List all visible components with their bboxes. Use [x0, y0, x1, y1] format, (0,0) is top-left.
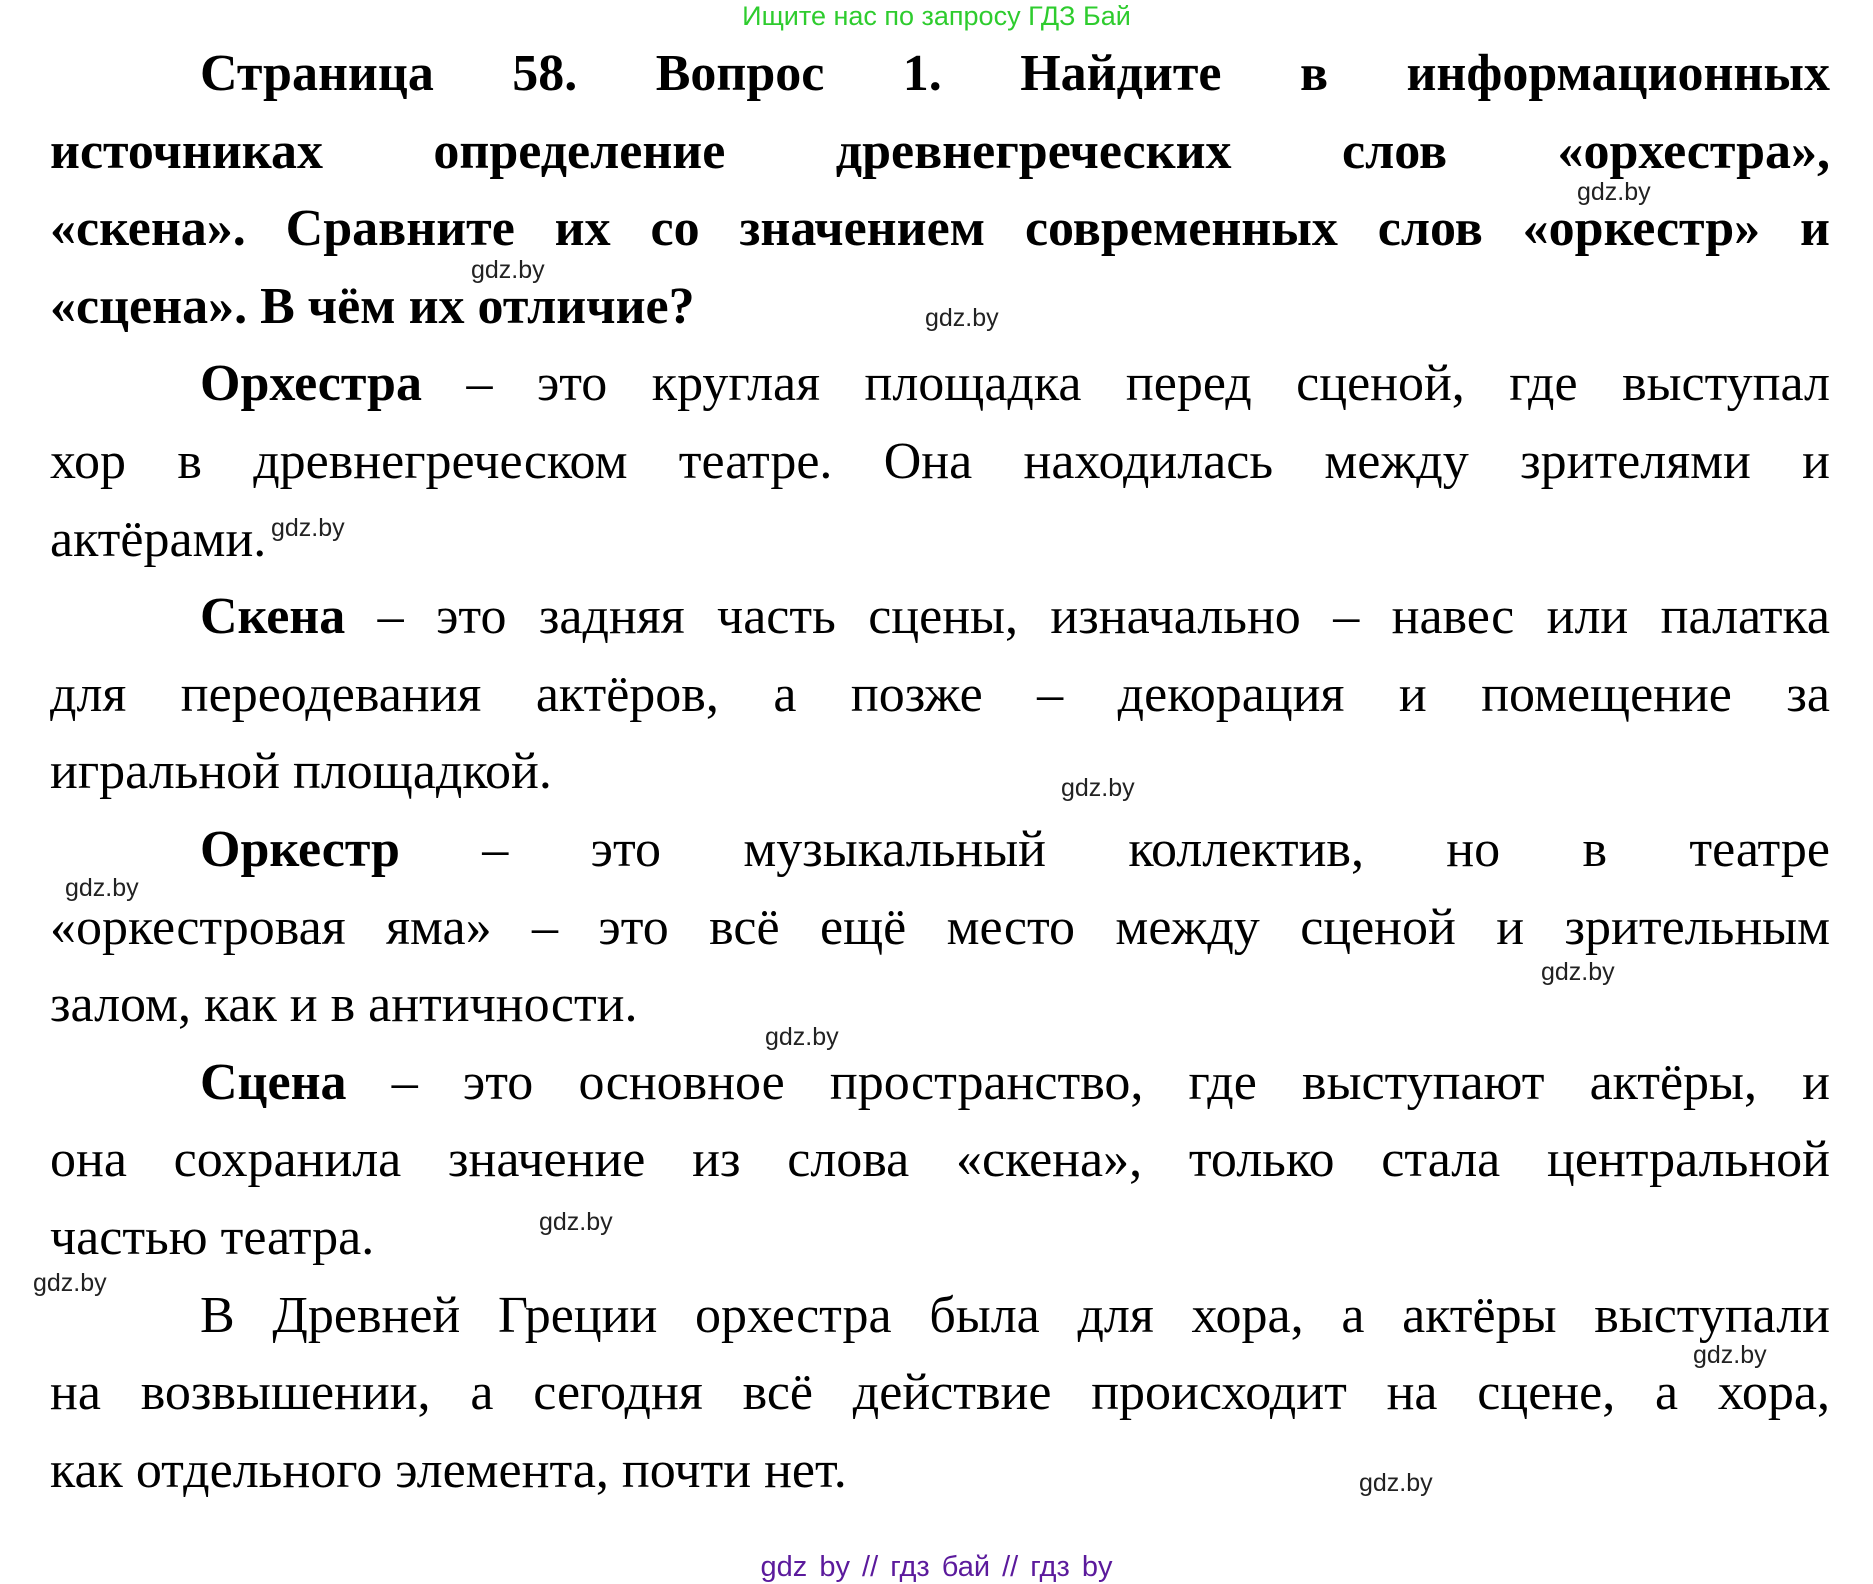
- question-line: источниках определение древнегреческих слов «орхестра»,: [50, 122, 1830, 180]
- question-line: «сцена». В чём их отличие?: [50, 277, 695, 335]
- paragraph-line: [50, 1277, 1830, 1355]
- paragraph-line: [50, 578, 1830, 656]
- question-line: Страница 58. Вопрос 1. Найдите в информационных: [200, 45, 1830, 102]
- answer-paragraph: [50, 811, 1830, 1044]
- paragraph-line: [50, 423, 1830, 501]
- watermark: gdz.by: [765, 1023, 839, 1051]
- line-text: В Древней Греции орхестра была для хора, а актёры выступали: [200, 1286, 1830, 1344]
- watermark: gdz.by: [925, 304, 999, 332]
- term: Сцена: [200, 1053, 347, 1111]
- watermark: gdz.by: [33, 1269, 107, 1297]
- answer-paragraph: [50, 1044, 1830, 1277]
- answer-paragraph: [50, 345, 1830, 578]
- line-text: игральной площадкой.: [50, 743, 552, 801]
- line-text: как отдельного элемента, почти нет.: [50, 1441, 847, 1499]
- watermark: gdz.by: [1693, 1341, 1767, 1369]
- term: Скена: [200, 588, 346, 646]
- paragraph-line: [50, 1121, 1830, 1199]
- footer-links[interactable]: gdz by // гдз бай // гдз by: [760, 1551, 1113, 1583]
- watermark: gdz.by: [1541, 958, 1615, 986]
- paragraph-line: [50, 889, 1830, 967]
- paragraph-line: [50, 733, 1830, 811]
- term: Оркестр: [200, 820, 400, 878]
- paragraph-line: [50, 345, 1830, 423]
- watermark: gdz.by: [1061, 774, 1135, 802]
- line-text: актёрами.: [50, 510, 267, 568]
- paragraph-line: [50, 1432, 1830, 1510]
- paragraph-line: [50, 1044, 1830, 1122]
- search-hint-banner: Ищите нас по запросу ГДЗ Бай: [742, 1, 1131, 31]
- watermark: gdz.by: [65, 874, 139, 902]
- paragraph-line: [50, 656, 1830, 734]
- answer-content: [50, 35, 1830, 1509]
- question-line: «скена». Сравните их со значением современных слов «оркестр» и: [50, 200, 1830, 258]
- line-text: хор в древнегреческом театре. Она находилась между зрителями и: [50, 432, 1830, 490]
- paragraph-line: [50, 811, 1830, 889]
- line-text: – это задняя часть сцены, изначально – навес или палатка: [345, 588, 1830, 646]
- line-text: – это круглая площадка перед сценой, где выступал: [421, 355, 1830, 413]
- term: Орхестра: [200, 355, 422, 413]
- line-text: залом, как и в античности.: [50, 976, 638, 1034]
- line-text: для переодевания актёров, а позже – декорация и помещение за: [50, 665, 1830, 723]
- paragraph-line: [50, 1199, 1830, 1277]
- line-text: она сохранила значение из слова «скена», только стала центральной: [50, 1131, 1830, 1189]
- answer-paragraph: [50, 1277, 1830, 1510]
- line-text: – это музыкальный коллектив, но в театре: [399, 820, 1830, 878]
- paragraph-line: [50, 1354, 1830, 1432]
- line-text: – это основное пространство, где выступают актёры, и: [346, 1053, 1830, 1111]
- watermark: gdz.by: [1577, 178, 1651, 206]
- answer-paragraph: [50, 578, 1830, 811]
- watermark: gdz.by: [271, 514, 345, 542]
- watermark: gdz.by: [1359, 1469, 1433, 1497]
- question-heading: [50, 35, 1830, 345]
- line-text: «оркестровая яма» – это всё ещё место между сценой и зрительным: [50, 898, 1830, 956]
- line-text: на возвышении, а сегодня всё действие происходит на сцене, а хора,: [50, 1364, 1830, 1422]
- watermark: gdz.by: [471, 256, 545, 284]
- line-text: частью театра.: [50, 1208, 375, 1266]
- watermark: gdz.by: [539, 1208, 613, 1236]
